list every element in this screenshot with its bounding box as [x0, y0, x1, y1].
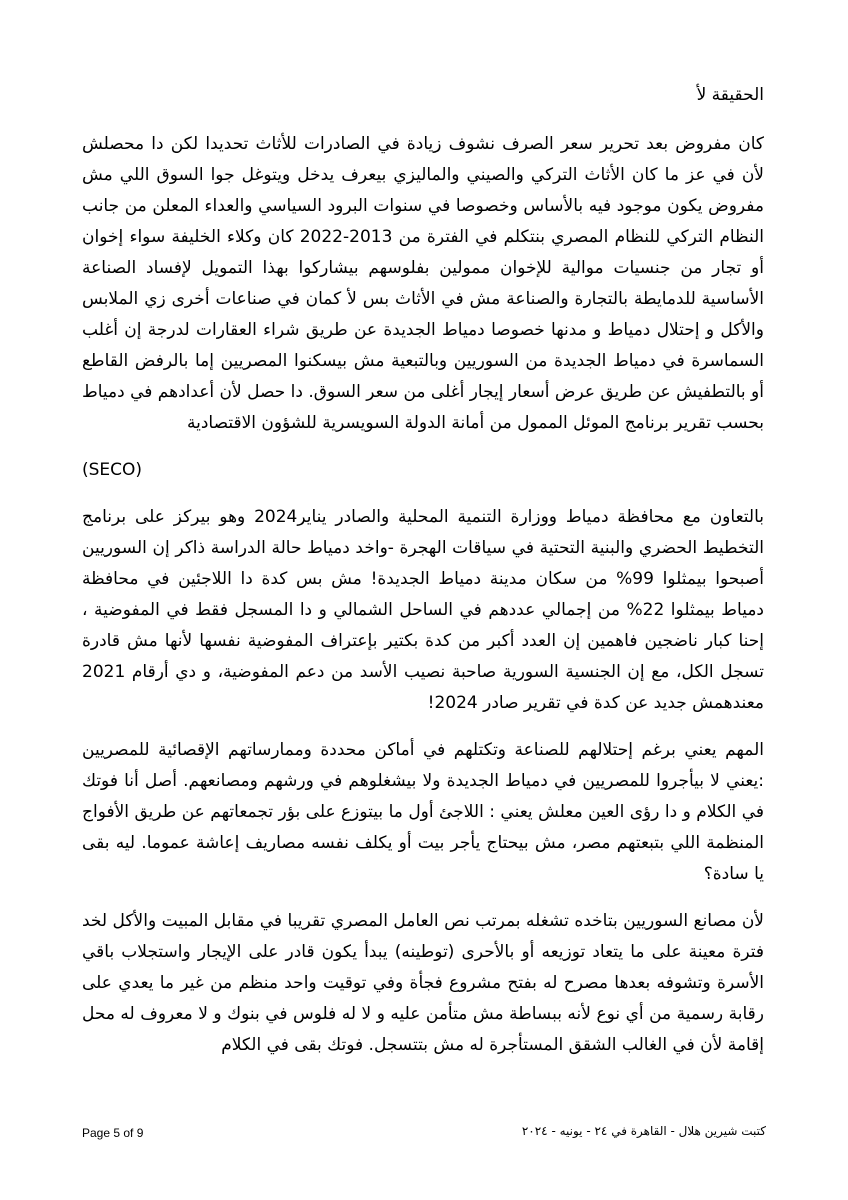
page-number: Page 5 of 9 — [82, 1126, 144, 1140]
paragraph-seco: (SECO) — [82, 460, 143, 480]
document-body — [82, 80, 764, 1077]
section-title: الحقيقة لأ — [696, 85, 764, 105]
footer-byline: كتبت شيرين هلال - القاهرة في ٢٤ - يونيه - ٢٠٢٤ — [521, 1124, 766, 1138]
paragraph-1: كان مفروض بعد تحرير سعر الصرف نشوف زيادة في الصادرات للأثاث تحديدا لكن دا محصلش لأن في عز ما كان الأثاث التركي والصيني والماليزي بيعرف يدخل ويتوغل جوا السوق اللي مش مفروض يكون موجود فيه بالأساس وخصوصا في سنوات البرود السياسي والعداء المعلن من جانب النظام التركي للنظام المصري بنتكلم في الفترة من 2013-2022 كان وكلاء الخليفة سواء إخوان أو تجار من جنسيات موالية للإخوان ممولين بفلوسهم بيشاركوا بهذا التمويل لإفساد الصناعة الأساسية للدمايطة بالتجارة والصناعة مش في الأثاث بس لأ كمان في صناعات أخرى زي الملابس والأكل و إحتلال دمياط و مدنها خصوصا دمياط الجديدة عن طريق شراء العقارات لدرجة إن أغلب السماسرة في دمياط الجديدة من السوريين وبالتبعية مش بيسكنوا المصريين إما بالرفض القاطع أو بالتطفيش عن طريق عرض أسعار إيجار أغلى من سعر السوق. دا حصل لأن أعدادهم في دمياط بحسب تقرير برنامج الموئل الممول من أمانة الدولة السويسرية للشؤون الاقتصادية — [81, 134, 765, 433]
paragraph-4: لأن مصانع السوريين بتاخده تشغله بمرتب نص العامل المصري تقريبا في مقابل المبيت والأكل لخد فترة معينة على ما يتعاد توزيعه أو بالأحرى (توطينه) يبدأ يكون قادر على الإيجار واستجلاب باقي الأسرة وتشوفه بعدها مصرح له بفتح مشروع فجأة وفي توقيت واحد منظم من غير ما يعدي على رقابة رسمية من أي نوع لأنه ببساطة مش متأمن عليه و لا له فلوس في بنوك و لا معروف له محل إقامة لأن في الغالب الشقق المستأجرة له مش بتتسجل. فوتك بقى في الكلام — [82, 911, 764, 1055]
paragraph-2: بالتعاون مع محافظة دمياط ووزارة التنمية المحلية والصادر يناير2024 وهو بيركز على برنامج التخطيط الحضري والبنية التحتية في سياقات الهجرة -واخد دمياط حالة الدراسة ذاكر إن السوريين أصبحوا بيمثلوا 99% من سكان مدينة دمياط الجديدة! مش بس كدة دا اللاجئين في محافظة دمياط بيمثلوا 22% من إجمالي عددهم في الساحل الشمالي و دا المسجل فقط في المفوضية ، إحنا كبار ناضجين فاهمين إن العدد أكبر من كدة بكتير بإعتراف المفوضية نفسها لأنها مش قادرة تسجل الكل، مع إن الجنسية السورية صاحبة نصيب الأسد من دعم المفوضية، و دي أرقام 2021 معندهمش جديد عن كدة في تقرير صادر 2024! — [82, 507, 765, 713]
paragraph-3: المهم يعني برغم إحتلالهم للصناعة وتكتلهم في أماكن محددة وممارساتهم الإقصائية للمصريين :يعني لا بيأجروا للمصريين في دمياط الجديدة ولا بيشغلوهم في ورشهم ومصانعهم. أصل أنا فوتك في الكلام و دا رؤى العين معلش يعني : اللاجئ أول ما بيتوزع على بؤر تجمعاتهم عن طريق الأفواج المنظمة اللي بتبعتهم مصر، مش بيحتاج يأجر بيت أو يكلف نفسه مصاريف إعاشة عموما. ليه بقى يا سادة؟ — [82, 740, 764, 884]
